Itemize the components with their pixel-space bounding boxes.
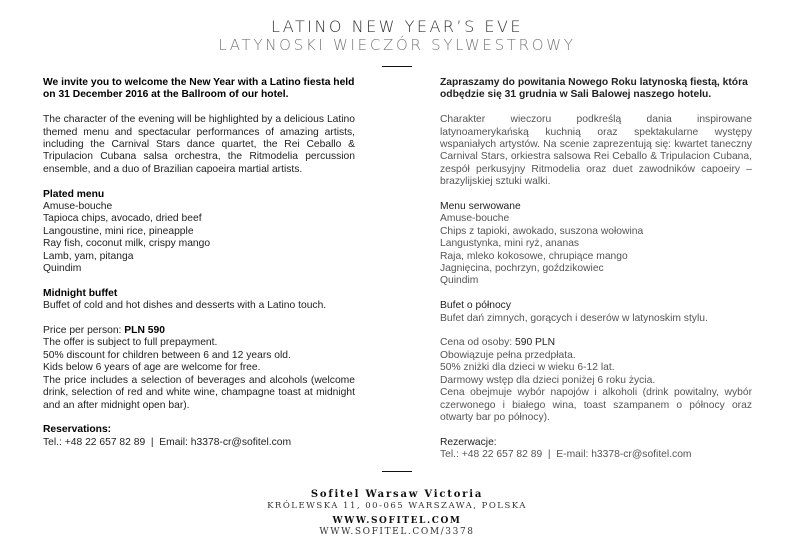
- intro-en: We invite you to welcome the New Year with a Latino fiesta held on 31 December 2016 at the Ballroom of our hotel.: [43, 77, 355, 101]
- price-label-pl: Cena od osoby:: [440, 337, 515, 349]
- menu-item: Lamb, yam, pitanga: [43, 250, 134, 262]
- description-en: The character of the evening will be highlighted by a delicious Latino themed menu and spectacular performances of amazing artists, including the Carnival Stars dance quartet, the Rei Ceballo & Tripulacion Cubana salsa orchestra, the Ritmodelia percussion ensemble, and a duo of Brazilian capoeira martial artists.: [43, 114, 355, 175]
- offer-line: Darmowy wstęp dla dzieci poniżej 6 roku życia.: [440, 374, 656, 386]
- includes-en: The price includes a selection of beverages and alcohols (welcome drink, selection of red and white wine, champagne toast at midnight and an after midnight open bar).: [43, 374, 355, 411]
- event-title-pl: LATYNOSKI WIECZÓR SYLWESTROWY: [218, 36, 576, 54]
- contact-pl: Tel.: +48 22 657 82 89 | E-mail: h3378-cr@sofitel.com: [440, 449, 692, 461]
- price-line-pl: [440, 337, 752, 349]
- event-title-en: LATINO NEW YEAR’S EVE: [270, 17, 524, 36]
- menu-item: Raja, mleko kokosowe, chrupiące mango: [440, 250, 628, 262]
- menu-item: Amuse-bouche: [43, 201, 113, 213]
- reservations-heading-pl: Rezerwacje:: [440, 436, 497, 448]
- offer-line: Kids below 6 years of age are welcome for free.: [43, 362, 261, 374]
- intro-pl: Zapraszamy do powitania Nowego Roku latynoską fiestą, która odbędzie się 31 grudnia w Sali Balowej naszego hotelu.: [440, 77, 748, 101]
- buffet-heading-pl: Bufet o północy: [440, 300, 511, 312]
- offer-line: Obowiązuje pełna przedpłata.: [440, 349, 576, 361]
- offer-line: 50% discount for children between 6 and 12 years old.: [43, 349, 291, 361]
- description-pl: Charakter wieczoru podkreślą dania inspirowane latynoamerykańską kuchnią oraz spektakularne występy wspaniałych artystów. Na scenie zaprezentują się: kwartet taneczny Carnival Stars, orkiestra salsowa Rei Ceballo & Tripulacion Cubana, zespół perkusyjny Ritmodelia oraz duet zawodników capoeiry – brazylijskiej sztuki walki.: [440, 114, 752, 188]
- offer-line: The offer is subject to full prepayment.: [43, 337, 218, 349]
- menu-item: Quindim: [43, 263, 82, 275]
- menu-item: Amuse-bouche: [440, 213, 510, 225]
- website-link[interactable]: WWW.SOFITEL.COM: [332, 516, 462, 526]
- menu-item: Langustynka, mini ryż, ananas: [440, 238, 580, 250]
- buffet-heading-en: Midnight buffet: [43, 287, 118, 299]
- hotel-name: Sofitel Warsaw Victoria: [310, 489, 484, 500]
- menu-list-pl: [440, 213, 752, 287]
- menu-item: Chips z tapioki, awokado, suszona wołowina: [440, 225, 644, 237]
- menu-heading-en: Plated menu: [43, 188, 105, 200]
- buffet-text-en: Buffet of cold and hot dishes and desserts with a Latino touch.: [43, 300, 327, 312]
- contact-en: Tel.: +48 22 657 82 89 | Email: h3378-cr@sofitel.com: [43, 436, 292, 448]
- menu-item: Langoustine, mini rice, pineapple: [43, 225, 194, 237]
- price-label-en: Price per person:: [43, 325, 125, 337]
- top-divider: [382, 66, 412, 67]
- website-sub-link[interactable]: WWW.SOFITEL.COM/3378: [319, 527, 475, 537]
- menu-item: Jagnięcina, pochrzyn, goździkowiec: [440, 263, 604, 275]
- price-line-en: [43, 325, 355, 337]
- hotel-address: KRÓLEWSKA 11, 00-065 WARSZAWA, POLSKA: [267, 501, 527, 511]
- includes-pl: Cena obejmuje wybór napojów i alkoholi (drink powitalny, wybór czerwonego i białego wina, toast szampanem o północy oraz otwarty bar po północy).: [440, 387, 752, 423]
- offer-line: 50% zniżki dla dzieci w wieku 6-12 lat.: [440, 362, 615, 374]
- reservations-heading-en: Reservations:: [43, 424, 112, 436]
- price-value-pl: 590 PLN: [515, 337, 556, 349]
- polish-column: [440, 77, 752, 462]
- buffet-text-pl: Bufet dań zimnych, gorących i deserów w latynoskim stylu.: [440, 312, 708, 324]
- menu-item: Ray fish, coconut milk, crispy mango: [43, 238, 211, 250]
- price-value-en: PLN 590: [124, 325, 165, 337]
- bottom-divider: [382, 471, 412, 472]
- english-column: [43, 77, 355, 449]
- menu-list-en: [43, 201, 355, 275]
- menu-item: Quindim: [440, 275, 479, 287]
- menu-heading-pl: Menu serwowane: [440, 201, 521, 213]
- menu-item: Tapioca chips, avocado, dried beef: [43, 213, 202, 225]
